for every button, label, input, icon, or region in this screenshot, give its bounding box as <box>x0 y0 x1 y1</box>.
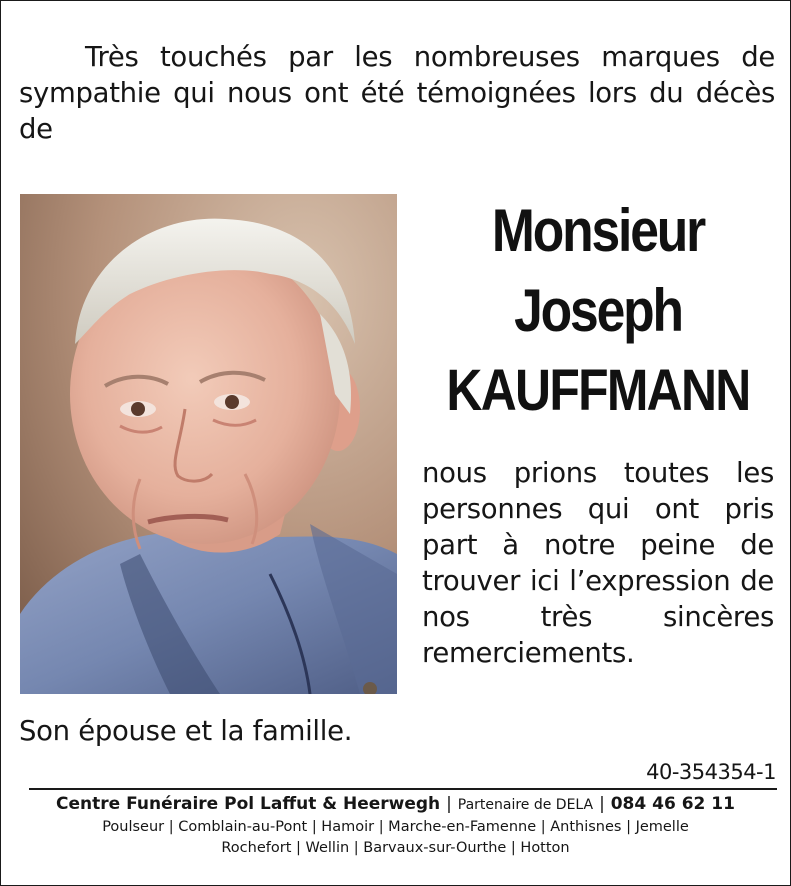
deceased-last-name: KAUFFMANN <box>446 358 750 423</box>
funeral-home-name: Centre Funéraire Pol Laffut & Heerwegh <box>56 794 441 814</box>
partner-text: Partenaire de DELA <box>457 797 594 813</box>
funeral-home-phone: 084 46 62 11 <box>610 794 735 814</box>
deceased-name <box>413 191 783 431</box>
footer-separator: | <box>599 794 605 814</box>
funeral-home-footer <box>1 792 790 859</box>
locations-line-1: Poulseur | Comblain-au-Pont | Hamoir | Marche-en-Famenne | Anthisnes | Jemelle <box>102 819 689 835</box>
funeral-home-line <box>1 792 790 817</box>
deceased-title: Monsieur <box>491 197 705 264</box>
footer-separator: | <box>446 794 452 814</box>
reference-number: 40-354354-1 <box>646 760 776 784</box>
footer-divider <box>29 788 777 790</box>
thanks-message: nous prions toutes les personnes qui ont pris part à notre peine de trouver ici l’expression de nos très sincères remerciements. <box>422 457 774 669</box>
portrait-photo <box>20 194 397 694</box>
deceased-first-name: Joseph <box>514 277 682 344</box>
intro-text: Très touchés par les nombreuses marques de sympathie qui nous ont été témoignées lors du décès de <box>19 41 775 145</box>
family-signature: Son épouse et la famille. <box>19 715 353 747</box>
locations-line-2: Rochefort | Wellin | Barvaux-sur-Ourthe | Hotton <box>221 840 570 856</box>
